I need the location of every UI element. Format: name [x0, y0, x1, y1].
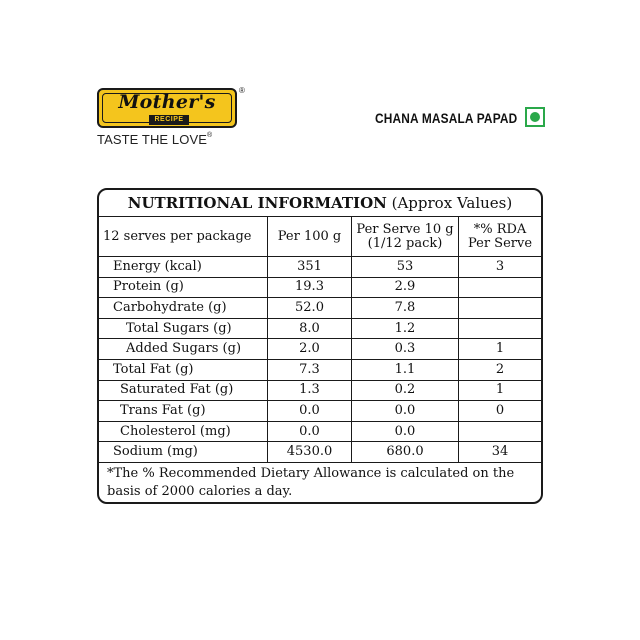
header-rda-line2: Per Serve [467, 235, 533, 251]
value-per-serve: 0.2 [351, 381, 458, 401]
nutrient-name: Added Sugars (g) [126, 341, 242, 357]
value-per-100g: 19.3 [267, 278, 351, 298]
value-per-serve: 53 [351, 257, 458, 277]
logo-text: Mother's [118, 91, 216, 113]
tagline-text: TASTE THE LOVE [97, 132, 208, 147]
table-row [99, 297, 541, 318]
product-header [375, 107, 537, 129]
nutrient-name: Total Sugars (g) [126, 320, 232, 336]
value-per-serve: 1.2 [351, 319, 458, 339]
nutrient-name: Sodium (mg) [113, 444, 198, 460]
header-per-serve-line2: (1/12 pack) [367, 235, 443, 251]
value-per-100g: 2.0 [267, 339, 351, 359]
brand-tagline [97, 132, 212, 147]
value-rda: 1 [458, 339, 541, 359]
nutrient-name: Energy (kcal) [113, 258, 202, 274]
table-header-row [99, 216, 541, 256]
value-rda [458, 298, 541, 318]
header-rda-line1: *% RDA [473, 221, 527, 237]
tagline-registered-mark: ® [207, 132, 213, 139]
value-rda: 34 [458, 442, 541, 462]
header-per-serve [351, 217, 458, 256]
rda-footnote: *The % Recommended Dietary Allowance is calculated on the basis of 2000 calories a day. [99, 462, 541, 504]
registered-mark: ® [239, 86, 245, 95]
nutrition-title [99, 190, 541, 216]
nutrient-name: Cholesterol (mg) [120, 423, 231, 439]
logo-subtext: RECIPE [149, 115, 189, 125]
value-rda [458, 319, 541, 339]
table-row [99, 380, 541, 401]
value-per-serve: 1.1 [351, 360, 458, 380]
value-per-serve: 7.8 [351, 298, 458, 318]
nutrient-name: Carbohydrate (g) [113, 299, 227, 315]
table-row [99, 400, 541, 421]
nutrient-name: Trans Fat (g) [120, 402, 206, 418]
nutrition-title-rest: (Approx Values) [386, 194, 513, 212]
value-rda [458, 422, 541, 442]
veg-symbol-icon [525, 107, 545, 127]
product-name: CHANA MASALA PAPAD [375, 110, 518, 126]
value-per-100g: 351 [267, 257, 351, 277]
table-row [99, 421, 541, 442]
value-per-100g: 0.0 [267, 401, 351, 421]
table-row [99, 441, 541, 462]
value-rda: 2 [458, 360, 541, 380]
nutrition-title-bold: NUTRITIONAL INFORMATION [127, 194, 387, 212]
nutrient-name: Protein (g) [113, 279, 184, 295]
table-row [99, 359, 541, 380]
header-per-serve-line1: Per Serve 10 g [356, 221, 454, 237]
value-per-100g: 8.0 [267, 319, 351, 339]
value-per-100g: 7.3 [267, 360, 351, 380]
value-per-serve: 0.3 [351, 339, 458, 359]
header-per-100g: Per 100 g [267, 217, 351, 256]
table-row [99, 318, 541, 339]
table-row [99, 277, 541, 298]
table-row [99, 256, 541, 277]
nutrient-name: Saturated Fat (g) [120, 382, 234, 398]
value-rda [458, 278, 541, 298]
value-per-100g: 1.3 [267, 381, 351, 401]
nutrient-name: Total Fat (g) [113, 361, 194, 377]
value-rda: 1 [458, 381, 541, 401]
value-per-100g: 52.0 [267, 298, 351, 318]
nutrition-panel [97, 188, 543, 504]
value-per-serve: 0.0 [351, 401, 458, 421]
header-rda [458, 217, 541, 256]
nutrition-table [99, 216, 541, 462]
logo-badge [97, 88, 237, 128]
brand-logo [97, 88, 257, 150]
value-rda: 3 [458, 257, 541, 277]
header-servings: 12 serves per package [103, 228, 252, 244]
value-per-100g: 0.0 [267, 422, 351, 442]
value-per-serve: 680.0 [351, 442, 458, 462]
value-per-serve: 2.9 [351, 278, 458, 298]
value-per-100g: 4530.0 [267, 442, 351, 462]
value-per-serve: 0.0 [351, 422, 458, 442]
table-row [99, 338, 541, 359]
value-rda: 0 [458, 401, 541, 421]
